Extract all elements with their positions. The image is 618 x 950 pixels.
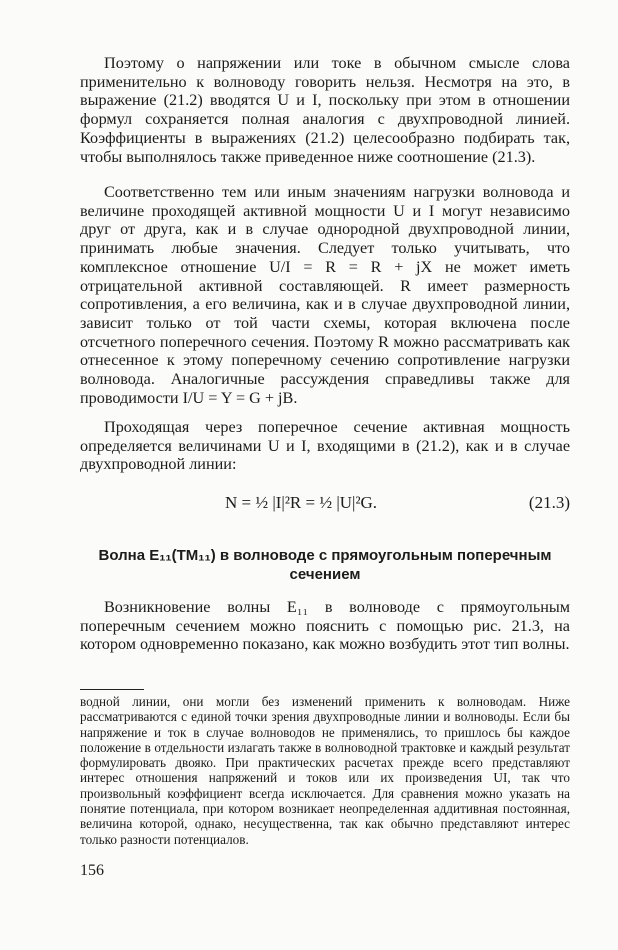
- section-heading: Волна E₁₁(TM₁₁) в волноводе с прямоугольным поперечным сечением: [98, 547, 552, 583]
- formula-21-3: [80, 485, 570, 525]
- footnote-divider: [80, 689, 144, 690]
- paragraph-voltage-current: Поэтому о напряжении или токе в обычном смысле слова применительно к волноводу говорить нельзя. Несмотря на это, в выражение (21.2) вводятся U и I, поскольку при этом в отношении формул сохраняется полная аналогия с двухпроводной линией. Коэффициенты в выражениях (21.2) целесообразно подбирать так, чтобы выполнялось также приведенное ниже соотношение (21.3).: [80, 54, 570, 166]
- footnote: водной линии, они могли без изменений применить к волноводам. Ниже рассматриваются с единой точки зрения двухпроводные линии и волноводы. Если бы напряжение и ток в случае волноводов не применялись, то пришлось бы каждое положение в отдельности излагать также в волноводной трактовке и каждый результат формулировать двояко. При практических расчетах прежде всего представляют интерес отношения напряжений и токов или их произведения UI, так что произвольный коэффициент всегда исключается. Для сравнения можно указать на понятие потенциала, при котором возникает неопределенная аддитивная постоянная, величина которой, однако, несущественна, так как обычно представляют интерес только разности потенциалов.: [80, 694, 570, 847]
- formula-number: (21.3): [528, 493, 570, 512]
- page-number: 156: [80, 862, 104, 879]
- formula-expression: N = ½ |I|²R = ½ |U|²G.: [225, 493, 378, 512]
- paragraph-e11-wave: Возникновение волны E₁₁ в волноводе с прямоугольным поперечным сечением можно пояснить с помощью рис. 21.3, на котором одновременно показано, как можно возбудить этот тип волны.: [80, 598, 570, 654]
- paragraph-load-impedance: Соответственно тем или иным значениям нагрузки волновода и величине проходящей активной мощности U и I могут независимо друг от друга, как и в случае однородной двухпроводной линии, принимать любые значения. Следует только учитывать, что комплексное отношение U/I = R = R + jX не может иметь отрицательной активной составляющей. R имеет размерность сопротивления, а его величина, как и в случае двухпроводной линии, зависит только от той части схемы, которая включена после отсчетного поперечного сечения. Поэтому R можно рассматривать как отнесенное к этому поперечному сечению сопротивление нагрузки волновода. Аналогичные рассуждения справедливы также для проводимости I/U = Y = G + jB.: [80, 183, 570, 407]
- paragraph-active-power: Проходящая через поперечное сечение активная мощность определяется величинами U и I, входящими в (21.2), как и в случае двухпроводной линии:: [80, 418, 570, 474]
